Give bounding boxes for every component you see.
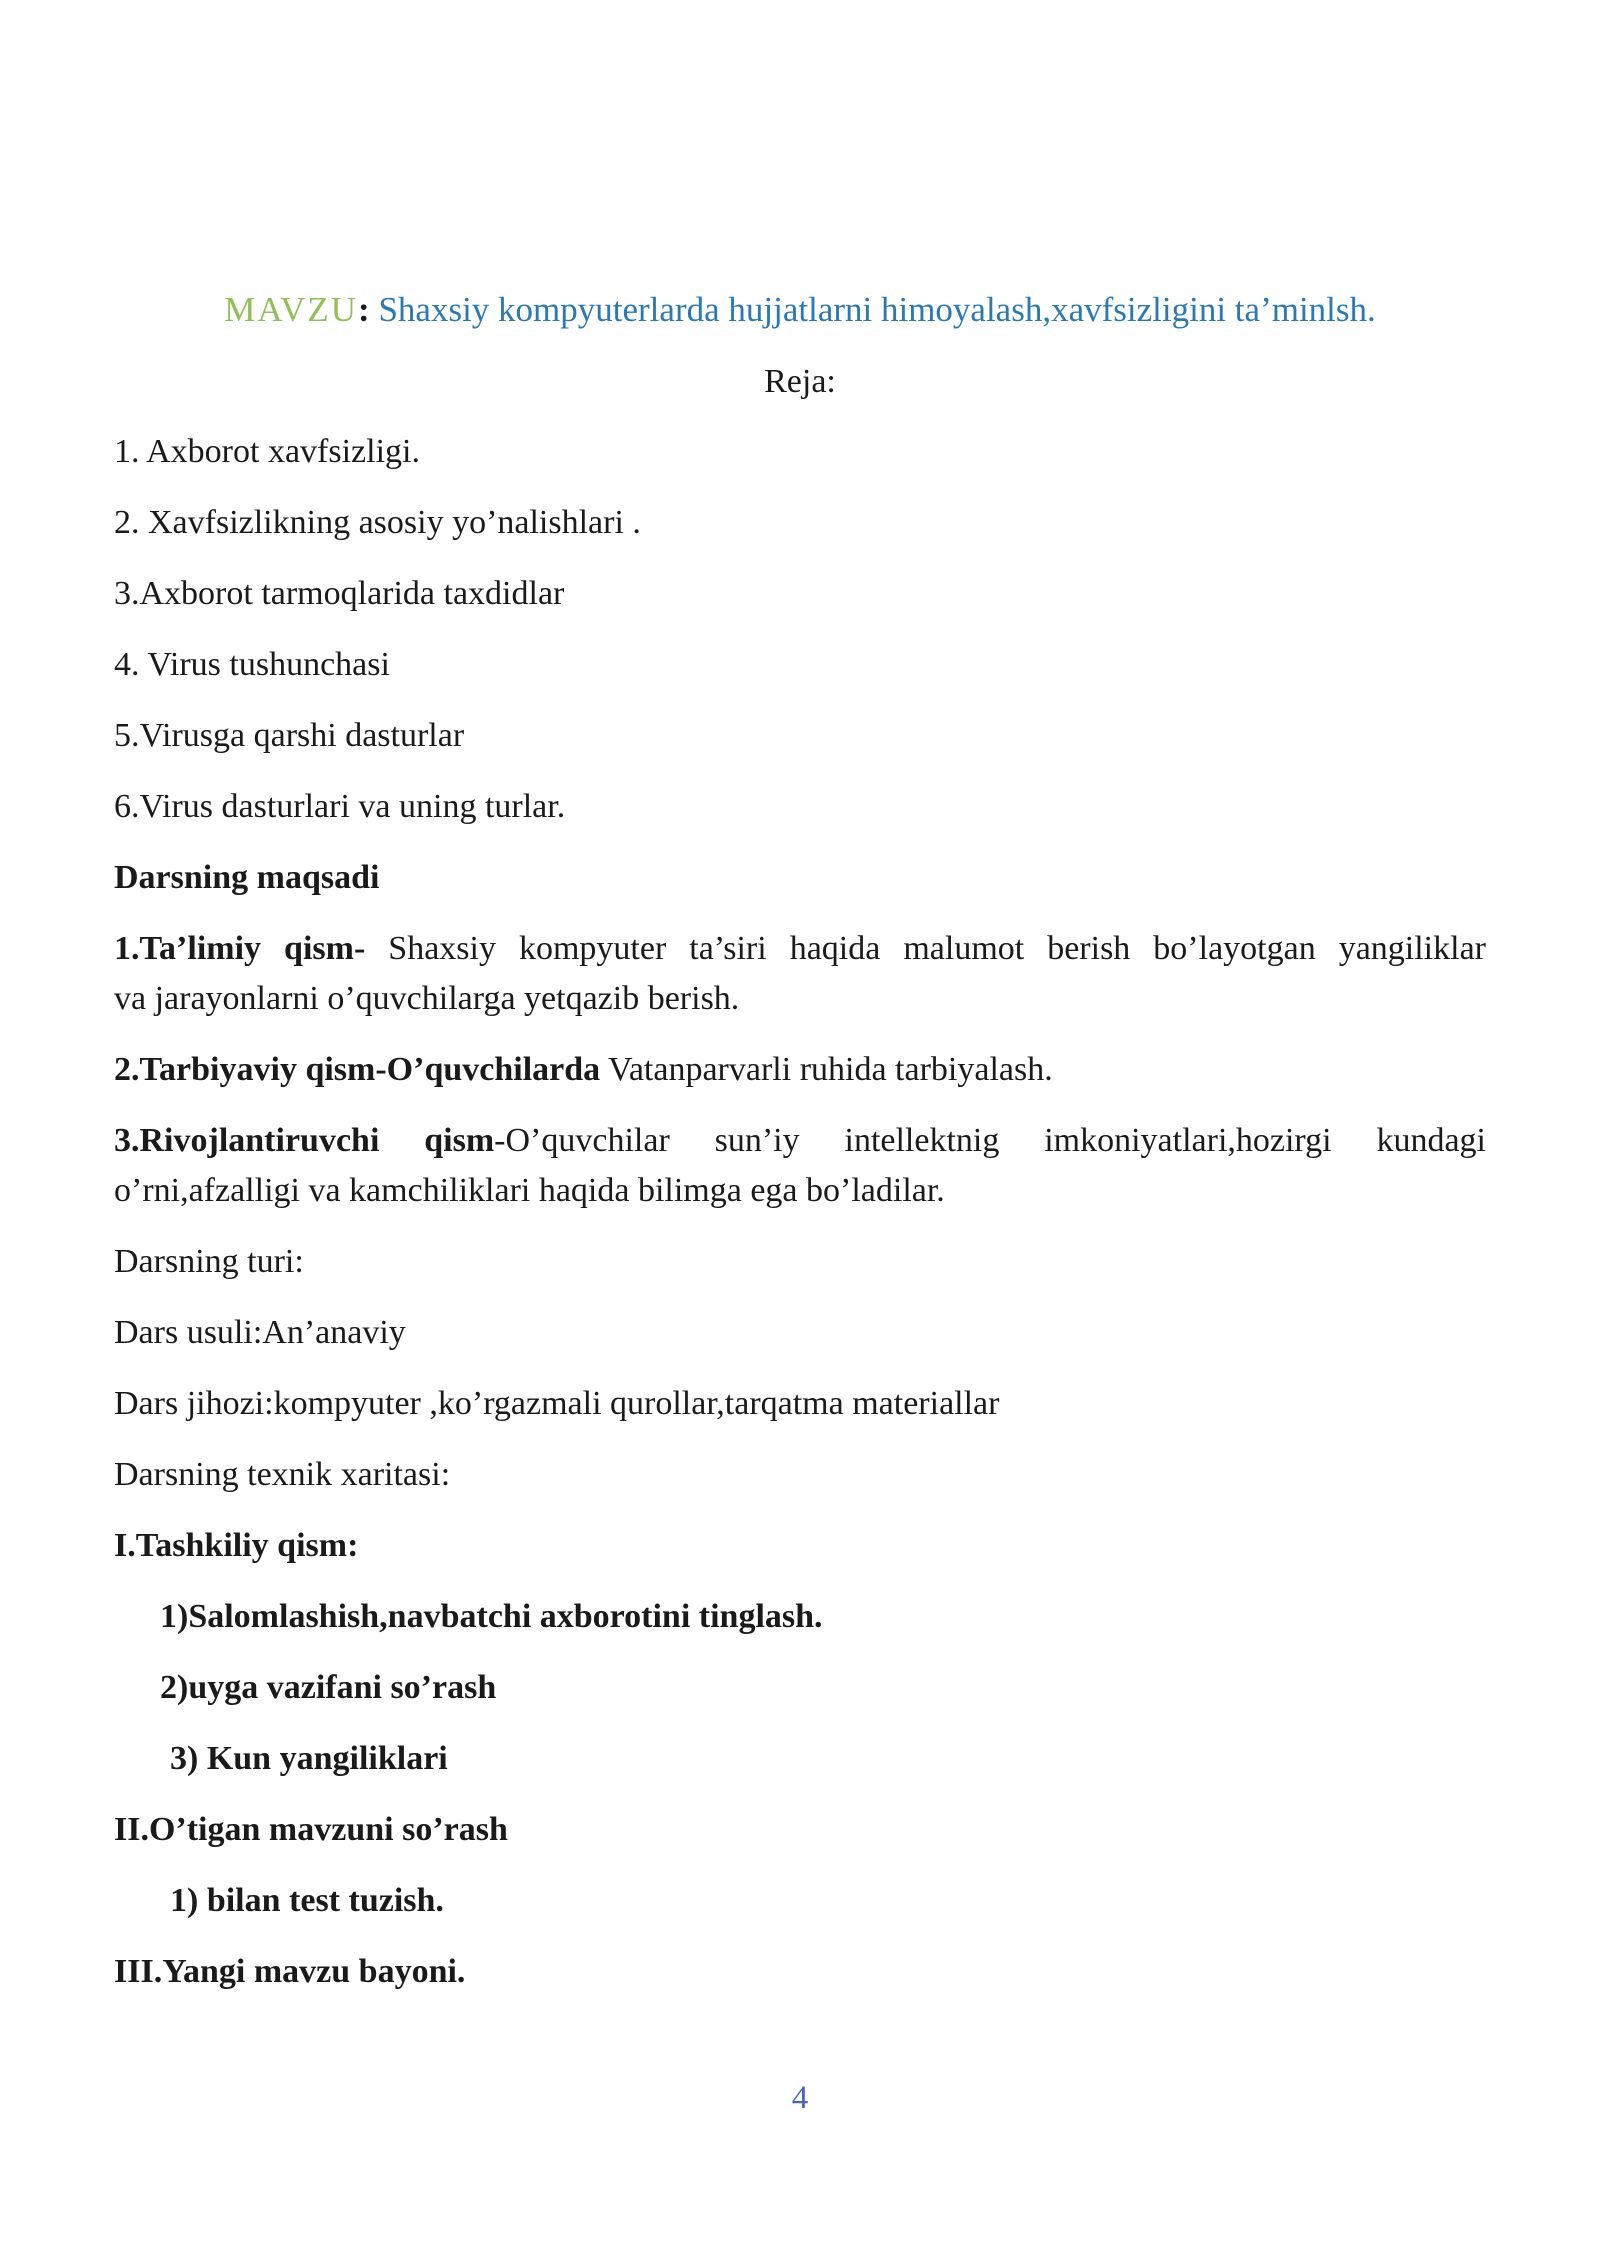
- stage-new-topic-heading: III.Yangi mavzu bayoni.: [114, 1953, 466, 1990]
- goal-educational: [114, 924, 1486, 1024]
- plan-item: 6.Virus dasturlari va uning turlar.: [114, 788, 566, 825]
- goal-upbringing-label: 2.Tarbiyaviy qism-O’quvchilarda: [114, 1051, 601, 1088]
- plan-heading: Reja:: [764, 363, 836, 400]
- stage-step: 1) bilan test tuzish.: [170, 1882, 444, 1919]
- goal-upbringing: [114, 1045, 1053, 1095]
- title-colon: :: [358, 290, 370, 329]
- plan-item: 3.Axborot tarmoqlarida taxdidlar: [114, 575, 565, 612]
- lesson-method: Dars usuli:An’anaviy: [114, 1314, 406, 1351]
- topic-label: MAVZU: [224, 290, 359, 329]
- stage-step: 2)uyga vazifani so’rash: [160, 1669, 497, 1706]
- goal-developmental: [114, 1116, 1486, 1216]
- topic-text: Shaxsiy kompyuterlarda hujjatlarni himoyalash,xavfsizligini ta’minlsh.: [369, 290, 1376, 329]
- stage-step: 1)Salomlashish,navbatchi axborotini tinglash.: [160, 1598, 823, 1635]
- goal-developmental-line1: -O’quvchilar sun’iy intellektnig imkoniyatlari,hozirgi kundagi: [494, 1122, 1486, 1159]
- stage-organizational-heading: I.Tashkiliy qism:: [114, 1527, 359, 1564]
- goals-heading: Darsning maqsadi: [114, 859, 380, 896]
- goal-educational-line2: va jarayonlarni o’quvchilarga yetqazib berish.: [114, 980, 740, 1017]
- goal-developmental-label: 3.Rivojlantiruvchi qism: [114, 1122, 495, 1159]
- plan-item: 4. Virus tushunchasi: [114, 646, 390, 683]
- plan-item: 5.Virusga qarshi dasturlar: [114, 717, 465, 754]
- page-number: 4: [791, 2080, 809, 2116]
- lesson-equipment: Dars jihozi:kompyuter ,ko’rgazmali qurollar,tarqatma materiallar: [114, 1385, 1000, 1422]
- document-title: [0, 288, 1600, 332]
- plan-item: 2. Xavfsizlikning asosiy yo’nalishlari .: [114, 504, 641, 541]
- stage-review-heading: II.O’tigan mavzuni so’rash: [114, 1811, 508, 1848]
- stage-step: 3) Kun yangiliklari: [170, 1740, 448, 1777]
- plan-item: 1. Axborot xavfsizligi.: [114, 433, 420, 470]
- goal-upbringing-text: Vatanparvarli ruhida tarbiyalash.: [600, 1051, 1053, 1088]
- goal-educational-line1: Shaxsiy kompyuter ta’siri haqida malumot berish bo’layotgan yangiliklar: [365, 930, 1486, 967]
- goal-developmental-line2: o’rni,afzalligi va kamchiliklari haqida bilimga ega bo’ladilar.: [114, 1172, 945, 1209]
- lesson-type: Darsning turi:: [114, 1243, 304, 1280]
- lesson-tech-map: Darsning texnik xaritasi:: [114, 1456, 451, 1493]
- goal-educational-label: 1.Ta’limiy qism-: [114, 930, 366, 967]
